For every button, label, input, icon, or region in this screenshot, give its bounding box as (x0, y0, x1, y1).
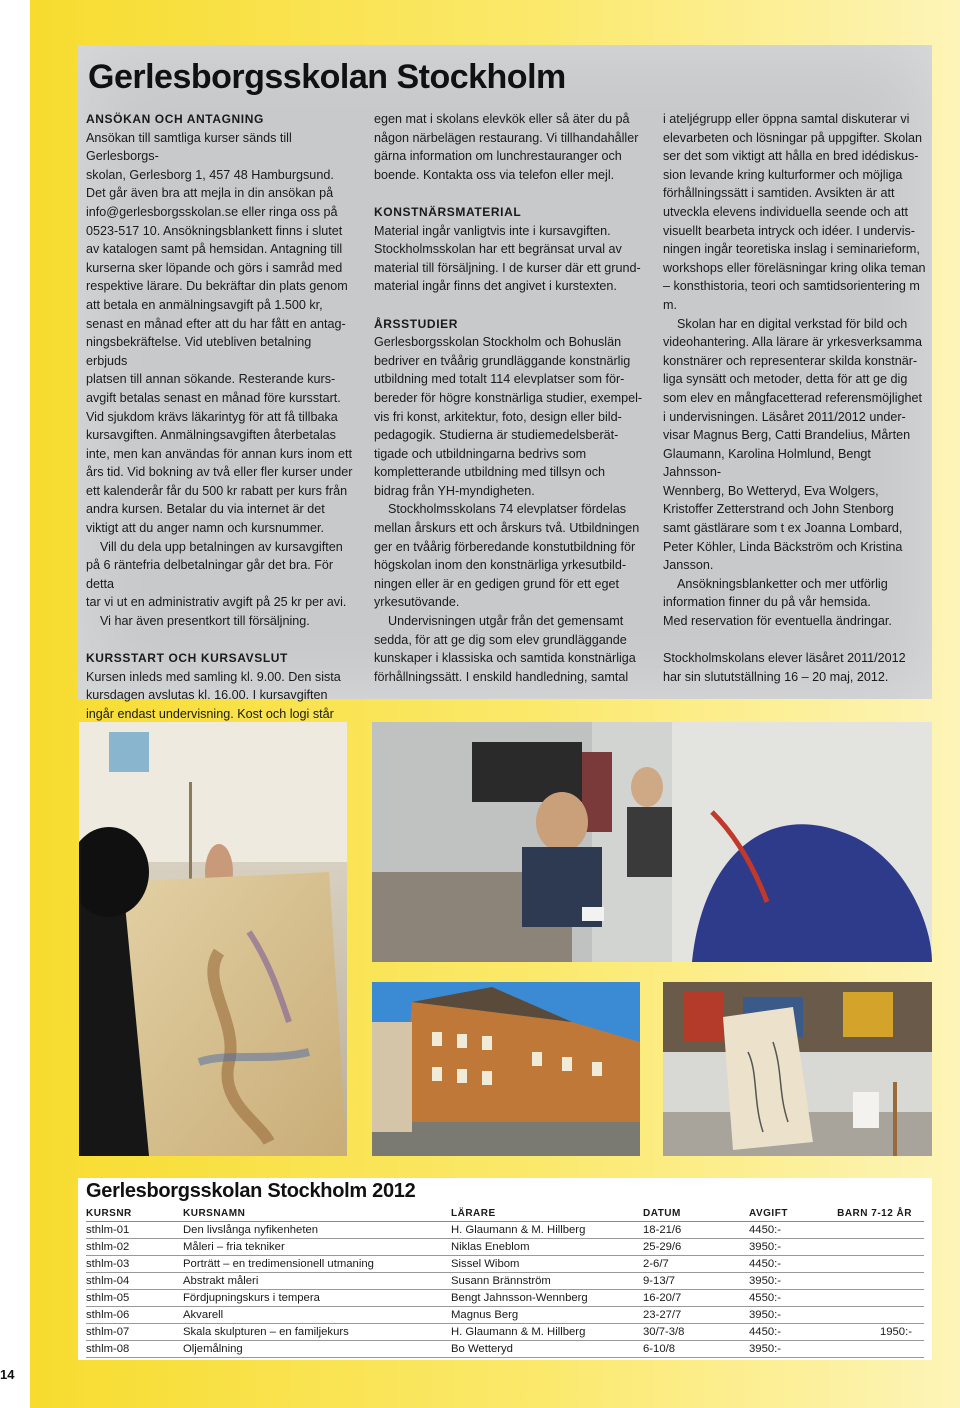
text-line: elevarbeten och lösningar på uppgifter. Skolan (663, 130, 923, 145)
text-line: av katalogen samt på hemsidan. Antagning till (86, 242, 343, 257)
cell-avgift: 3950:- (749, 1307, 827, 1324)
text-column-3 (663, 110, 928, 686)
text-line: Stockholmskolans elever läsåret 2011/2012 (663, 651, 906, 666)
reservation-text: Med reservation för eventuella ändringar. (663, 614, 892, 629)
undervisning-paragraph (374, 612, 644, 686)
text-line: tar vi ut en administrativ avgift på 25 kr per avi. (86, 595, 347, 610)
text-line: skolan, Gerlesborg 1, 457 48 Hamburgsund. (86, 167, 334, 182)
heading-arsstudier: ÅRSSTUDIER (374, 316, 459, 331)
text-line: Peter Köhler, Linda Bäckström och Kristina (663, 539, 903, 554)
text-line: som elev en mångfacetterad referensmöjlighet (663, 390, 923, 405)
text-line: – konsthistoria, teori och samtidsorientering m m. (663, 279, 920, 312)
header-larare: LÄRARE (451, 1205, 643, 1222)
cell-kursnamn: Oljemålning (183, 1341, 451, 1358)
text-line: års tid. Vid bokning av två eller fler kurser under (86, 465, 353, 480)
text-line: Ansökan till samtliga kurser sänds till Gerlesborgs- (86, 130, 292, 164)
text-line: viktigt att du anger namn och kursnummer. (86, 521, 324, 536)
text-line: sion levande kring kulturformer och möjliga (663, 167, 903, 182)
material-paragraph (374, 222, 644, 296)
text-line: Jansson. (663, 558, 714, 573)
cell-larare: Niklas Eneblom (451, 1239, 643, 1256)
text-line: samt gästlärare som t ex Joanna Lombard, (663, 521, 903, 536)
text-line: Glaumann, Karolina Holmlund, Bengt Jahnsson- (663, 446, 871, 480)
cell-barn (827, 1256, 924, 1273)
text-line: boende. Kontakta oss via telefon eller mejl. (374, 167, 615, 182)
photo-school-building (372, 982, 640, 1156)
text-line: material ingår finns det angivet i kurstexten. (374, 279, 617, 294)
text-line: avgift betalas senast en månad före kursstart. (86, 390, 341, 405)
text-line: mellan årskurs ett och årskurs två. Utbildningen (374, 521, 640, 536)
table-row (86, 1273, 924, 1290)
text-line: pedagogik. Studierna är studiemedelsberät- (374, 428, 619, 443)
cell-larare: Bo Wetteryd (451, 1341, 643, 1358)
text-line: att betala en anmälningsavgift på 1.500 kr, (86, 297, 323, 312)
text-line: kursdagen avslutas kl. 16.00. I kursavgiften (86, 688, 328, 703)
cell-kursnr: sthlm-04 (86, 1273, 183, 1290)
header-avgift: AVGIFT (749, 1205, 827, 1222)
cell-datum: 30/7-3/8 (643, 1324, 749, 1341)
cell-datum: 9-13/7 (643, 1273, 749, 1290)
header-kursnamn: KURSNAMN (183, 1205, 451, 1222)
cell-barn (827, 1307, 924, 1324)
cell-kursnamn: Akvarell (183, 1307, 451, 1324)
betalning-paragraph (86, 538, 354, 612)
cell-larare: H. Glaumann & M. Hillberg (451, 1222, 643, 1239)
text-line: kompletterande utbildning med tillsyn och (374, 465, 606, 480)
text-line: visuellt bearbeta intryck och idéer. I undervis- (663, 223, 915, 238)
cell-kursnamn: Skala skulpturen – en familjekurs (183, 1324, 451, 1341)
text-line: Vid sjukdom krävs läkarintyg för att få tillbaka (86, 409, 338, 424)
text-line: yrkesutövande. (374, 595, 460, 610)
cell-kursnr: sthlm-02 (86, 1239, 183, 1256)
ateljegrupp-paragraph (663, 110, 928, 315)
text-line: ningsbekräftelse. Vid utebliven betalning erbjuds (86, 335, 312, 368)
cell-barn (827, 1239, 924, 1256)
text-line: kursavgiften. Anmälningsavgiften återbetalas (86, 428, 336, 443)
table-row (86, 1290, 924, 1307)
text-line: högskolan inom den konstnärliga yrkesutbild- (374, 558, 627, 573)
cell-barn (827, 1341, 924, 1358)
heading-ansokan: ANSÖKAN OCH ANTAGNING (86, 112, 264, 126)
cell-avgift: 4450:- (749, 1324, 827, 1341)
text-line: liga synsätt och metoder, detta för att ge dig (663, 372, 908, 387)
cell-avgift: 4550:- (749, 1290, 827, 1307)
cell-kursnr: sthlm-01 (86, 1222, 183, 1239)
text-line: info@gerlesborgsskolan.se eller ringa oss på (86, 204, 338, 219)
table-row (86, 1324, 924, 1341)
text-line: har sin slututställning 16 – 20 maj, 2012. (663, 669, 889, 684)
text-line: Stockholmsskolan har ett begränsat urval av (374, 242, 622, 257)
course-table (86, 1205, 924, 1358)
text-line: kurserna sker löpande och görs i samråd med (86, 260, 343, 275)
text-line: ser det som viktigt att hålla en bred idédiskus- (663, 149, 919, 164)
cell-datum: 23-27/7 (643, 1307, 749, 1324)
text-line: Kristoffer Zetterstrand och John Stenborg (663, 502, 894, 517)
cell-avgift: 3950:- (749, 1273, 827, 1290)
text-line: ger en tvåårig förberedande konstutbildning för (374, 539, 636, 554)
heading-kursstart: KURSSTART OCH KURSAVSLUT (86, 651, 288, 666)
text-line: videohantering. Alla lärare är yrkesverksamma (663, 335, 922, 350)
ansokan-paragraph (86, 129, 354, 538)
cell-kursnamn: Fördjupningskurs i tempera (183, 1290, 451, 1307)
text-line: ingår endast undervisning. Kost och logi står (86, 707, 334, 721)
cell-kursnamn: Måleri – fria tekniker (183, 1239, 451, 1256)
text-line: inte, men kan användas för annan kurs inom ett (86, 446, 353, 461)
cell-kursnr: sthlm-03 (86, 1256, 183, 1273)
cell-datum: 2-6/7 (643, 1256, 749, 1273)
cell-datum: 25-29/6 (643, 1239, 749, 1256)
text-line: ningen eller är en gedigen grund för ett eget (374, 576, 620, 591)
text-line: på 6 räntefria delbetalningar går det bra. För detta (86, 558, 334, 591)
text-line: tigade och utbildningarna bedrivs som (374, 446, 587, 461)
photo-life-drawing-easel (79, 722, 347, 1156)
text-line: utbildning med totalt 114 elevplatser som för- (374, 372, 625, 387)
presentkort-text: Vi har även presentkort till försäljning. (100, 614, 310, 629)
text-line: gärna information om lunchrestauranger och (374, 149, 622, 164)
text-line: information finner du på vår hemsida. (663, 595, 871, 610)
header-barn: BARN 7-12 ÅR (827, 1205, 924, 1222)
photo-student-studio (372, 722, 932, 962)
header-datum: DATUM (643, 1205, 749, 1222)
course-table-title: Gerlesborgsskolan Stockholm 2012 (86, 1180, 416, 1202)
text-line: i ateljégrupp eller öppna samtal diskuterar vi (663, 112, 910, 126)
text-line: Ansökningsblanketter och mer utförlig (677, 576, 888, 591)
text-line: 0523-517 10. Ansökningsblankett finns i slutet (86, 223, 343, 238)
text-line: ett kalenderår får du 500 kr rabatt per kurs från (86, 483, 348, 498)
text-line: bedriver en tvåårig grundläggande konstnärlig (374, 353, 631, 368)
cell-avgift: 3950:- (749, 1341, 827, 1358)
utstallning-paragraph (663, 649, 928, 686)
text-line: respektive lärare. Du bekräftar din plats genom (86, 279, 348, 294)
table-row (86, 1307, 924, 1324)
cell-kursnr: sthlm-05 (86, 1290, 183, 1307)
table-row (86, 1256, 924, 1273)
cell-avgift: 3950:- (749, 1239, 827, 1256)
cell-kursnamn: Abstrakt måleri (183, 1273, 451, 1290)
cell-kursnamn: Den livslånga nyfikenheten (183, 1222, 451, 1239)
text-line: Kursen inleds med samling kl. 9.00. Den sista (86, 669, 341, 684)
table-row (86, 1341, 924, 1358)
text-line: i undervisningen. Läsåret 2011/2012 under- (663, 409, 906, 424)
mat-paragraph (374, 110, 644, 184)
text-line: workshops eller föreläsningar kring olika teman (663, 260, 926, 275)
text-line: material till försäljning. I de kurser där ett grund- (374, 260, 641, 275)
cell-larare: Susann Brännström (451, 1273, 643, 1290)
text-line: Gerlesborgsskolan Stockholm och Bohuslän (374, 335, 622, 350)
table-row (86, 1222, 924, 1239)
elevplatser-paragraph (374, 500, 644, 612)
text-line: egen mat i skolans elevkök eller så äter du på (374, 112, 630, 126)
cell-datum: 16-20/7 (643, 1290, 749, 1307)
table-row (86, 1239, 924, 1256)
photo-workshop-easel (663, 982, 932, 1156)
text-line: förhållningssätt i samtiden. Avsikten är att (663, 186, 895, 201)
text-line: någon närbelägen restaurang. Vi tillhandahåller (374, 130, 639, 145)
cell-kursnr: sthlm-06 (86, 1307, 183, 1324)
text-line: kunskaper i klassiska och samtida konstnärliga (374, 651, 636, 666)
cell-avgift: 4450:- (749, 1222, 827, 1239)
text-line: konstnärer och representerar skilda konstnär- (663, 353, 918, 368)
text-line: ningen ingår teoretiska inslag i seminarieform, (663, 242, 920, 257)
text-line: vis fri konst, arkitektur, foto, design eller bild- (374, 409, 622, 424)
text-line: Stockholmsskolans 74 elevplatser fördelas (388, 502, 627, 517)
text-line: Undervisningen utgår från det gemensamt (388, 614, 624, 629)
text-column-1 (86, 110, 354, 742)
text-line: bereder för högre konstnärliga studier, exempel- (374, 390, 643, 405)
text-column-2 (374, 110, 644, 686)
text-line: Vill du dela upp betalningen av kursavgiften (100, 539, 343, 554)
cell-larare: Bengt Jahnsson-Wennberg (451, 1290, 643, 1307)
cell-larare: Magnus Berg (451, 1307, 643, 1324)
blanketter-paragraph (663, 575, 928, 612)
text-line: Material ingår vanligtvis inte i kursavgiften. (374, 223, 611, 238)
text-line: andra kursen. Betalar du via internet är det (86, 502, 325, 517)
page-number: 14 (0, 1367, 15, 1382)
cell-avgift: 4450:- (749, 1256, 827, 1273)
text-line: Wennberg, Bo Wetteryd, Eva Wolgers, (663, 483, 879, 498)
cell-larare: H. Glaumann & M. Hillberg (451, 1324, 643, 1341)
cell-datum: 6-10/8 (643, 1341, 749, 1358)
heading-material: KONSTNÄRSMATERIAL (374, 204, 522, 219)
arsstudier-paragraph (374, 333, 644, 500)
cell-larare: Sissel Wibom (451, 1256, 643, 1273)
page-title: Gerlesborgsskolan Stockholm (88, 58, 566, 96)
cell-kursnamn: Porträtt – en tredimensionell utmaning (183, 1256, 451, 1273)
cell-kursnr: sthlm-07 (86, 1324, 183, 1341)
table-header-row (86, 1205, 924, 1222)
verkstad-paragraph (663, 315, 928, 575)
cell-barn (827, 1290, 924, 1307)
header-kursnr: KURSNR (86, 1205, 183, 1222)
text-line: visar Magnus Berg, Catti Brandelius, Mårten (663, 428, 911, 443)
text-line: förhållningssätt. I enskild handledning, samtal (374, 669, 629, 684)
cell-barn (827, 1273, 924, 1290)
text-line: platsen till annan sökande. Resterande kurs- (86, 372, 336, 387)
cell-barn: 1950:- (827, 1324, 924, 1341)
text-line: senast en månad efter att du har fått en antag- (86, 316, 346, 331)
text-line: sedda, för att ge dig som elev grundläggande (374, 632, 627, 647)
cell-kursnr: sthlm-08 (86, 1341, 183, 1358)
cell-datum: 18-21/6 (643, 1222, 749, 1239)
text-line: Det går även bra att mejla in din ansökan på (86, 186, 334, 201)
cell-barn (827, 1222, 924, 1239)
text-line: utveckla elevens individuella seende och att (663, 204, 909, 219)
text-line: bidrag från YH-myndigheten. (374, 483, 535, 498)
text-line: Skolan har en digital verkstad för bild och (677, 316, 908, 331)
